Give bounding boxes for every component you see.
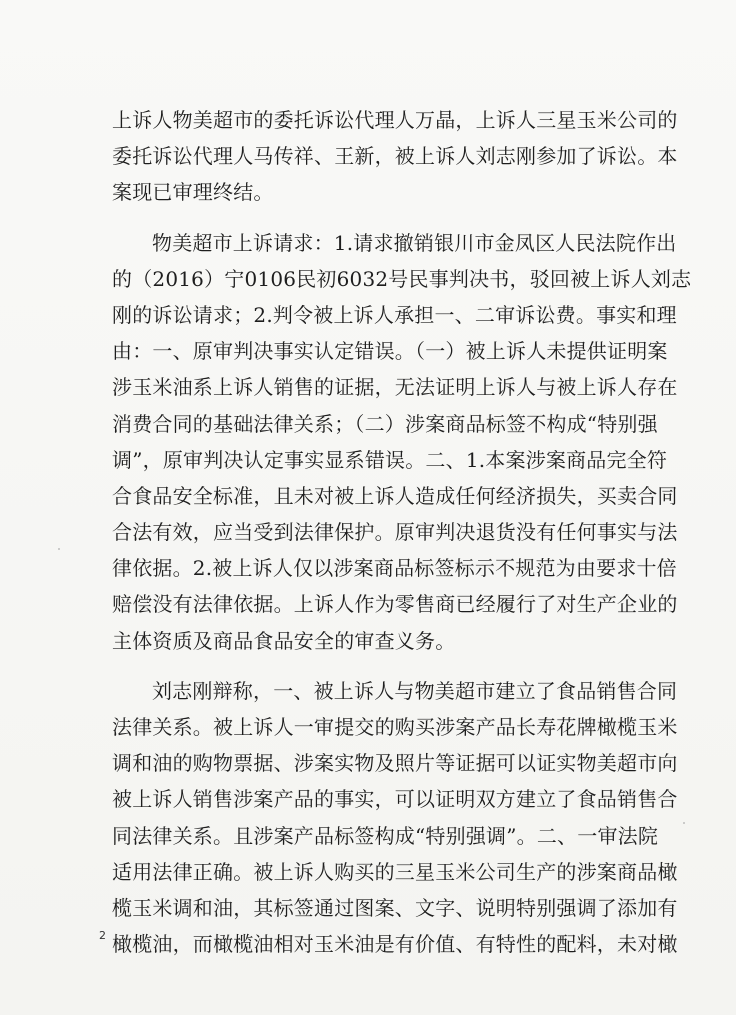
- text-line: 主体资质及商品食品安全的审查义务。: [112, 628, 456, 653]
- text-line: 刚的诉讼请求；2.判令被上诉人承担一、二审诉讼费。事实和理: [112, 302, 677, 327]
- text-line: 合法有效，应当受到法律保护。原审判决退货没有任何事实与法: [112, 520, 678, 545]
- text-line: 赔偿没有法律依据。上诉人作为零售商已经履行了对生产企业的: [112, 592, 678, 617]
- text-line: 的（2016）宁0106民初6032号民事判决书，驳回被上诉人刘志: [112, 266, 692, 291]
- body-text: [112, 102, 692, 962]
- text-line: 被上诉人销售涉案产品的事实，可以证明双方建立了食品销售合: [112, 787, 678, 812]
- paragraph-1: [112, 102, 678, 211]
- scan-speck: [58, 548, 60, 550]
- text-line: 涉玉米油系上诉人销售的证据，无法证明上诉人与被上诉人存在: [112, 375, 678, 400]
- text-line: 刘志刚辩称，一、被上诉人与物美超市建立了食品销售合同: [152, 678, 678, 703]
- text-line: 调”，原审判决认定事实显系错误。二、1.本案涉案商品完全符: [112, 447, 668, 472]
- text-line: 合食品安全标准，且未对被上诉人造成任何经济损失，买卖合同: [112, 483, 678, 508]
- text-line: 案现已审理终结。: [112, 180, 274, 205]
- text-line: 消费合同的基础法律关系；（二）涉案商品标签不构成“特别强: [112, 411, 658, 436]
- paragraph-gap: [112, 211, 642, 225]
- text-line: 委托诉讼代理人马传祥、王新，被上诉人刘志刚参加了诉讼。本: [112, 144, 678, 169]
- text-line: 橄榄油，而橄榄油相对玉米油是有价值、有特性的配料，未对橄: [112, 932, 678, 957]
- text-line: 上诉人物美超市的委托诉讼代理人万晶，上诉人三星玉米公司的: [112, 108, 678, 132]
- text-line: 调和油的购物票据、涉案实物及照片等证据可以证实物美超市向: [112, 751, 678, 776]
- paragraph-3: [112, 673, 678, 963]
- text-line: 物美超市上诉请求：1.请求撤销银川市金凤区人民法院作出: [152, 230, 677, 255]
- paragraph-2: [112, 225, 692, 659]
- paragraph-gap: [112, 659, 642, 673]
- text-line: 适用法律正确。被上诉人购买的三星玉米公司生产的涉案商品橄: [112, 859, 678, 884]
- text-line: 榄玉米调和油，其标签通过图案、文字、说明特别强调了添加有: [112, 895, 678, 920]
- scan-speck: [683, 822, 685, 824]
- page-number: 2: [99, 929, 106, 942]
- text-line: 法律关系。被上诉人一审提交的购买涉案产品长寿花牌橄榄玉米: [112, 715, 678, 739]
- text-line: 由：一、原审判决事实认定错误。（一）被上诉人未提供证明案: [112, 339, 668, 364]
- text-line: 律依据。2.被上诉人仅以涉案商品标签标示不规范为由要求十倍: [112, 556, 677, 581]
- text-line: 同法律关系。且涉案产品标签构成“特别强调”。二、一审法院: [112, 823, 659, 848]
